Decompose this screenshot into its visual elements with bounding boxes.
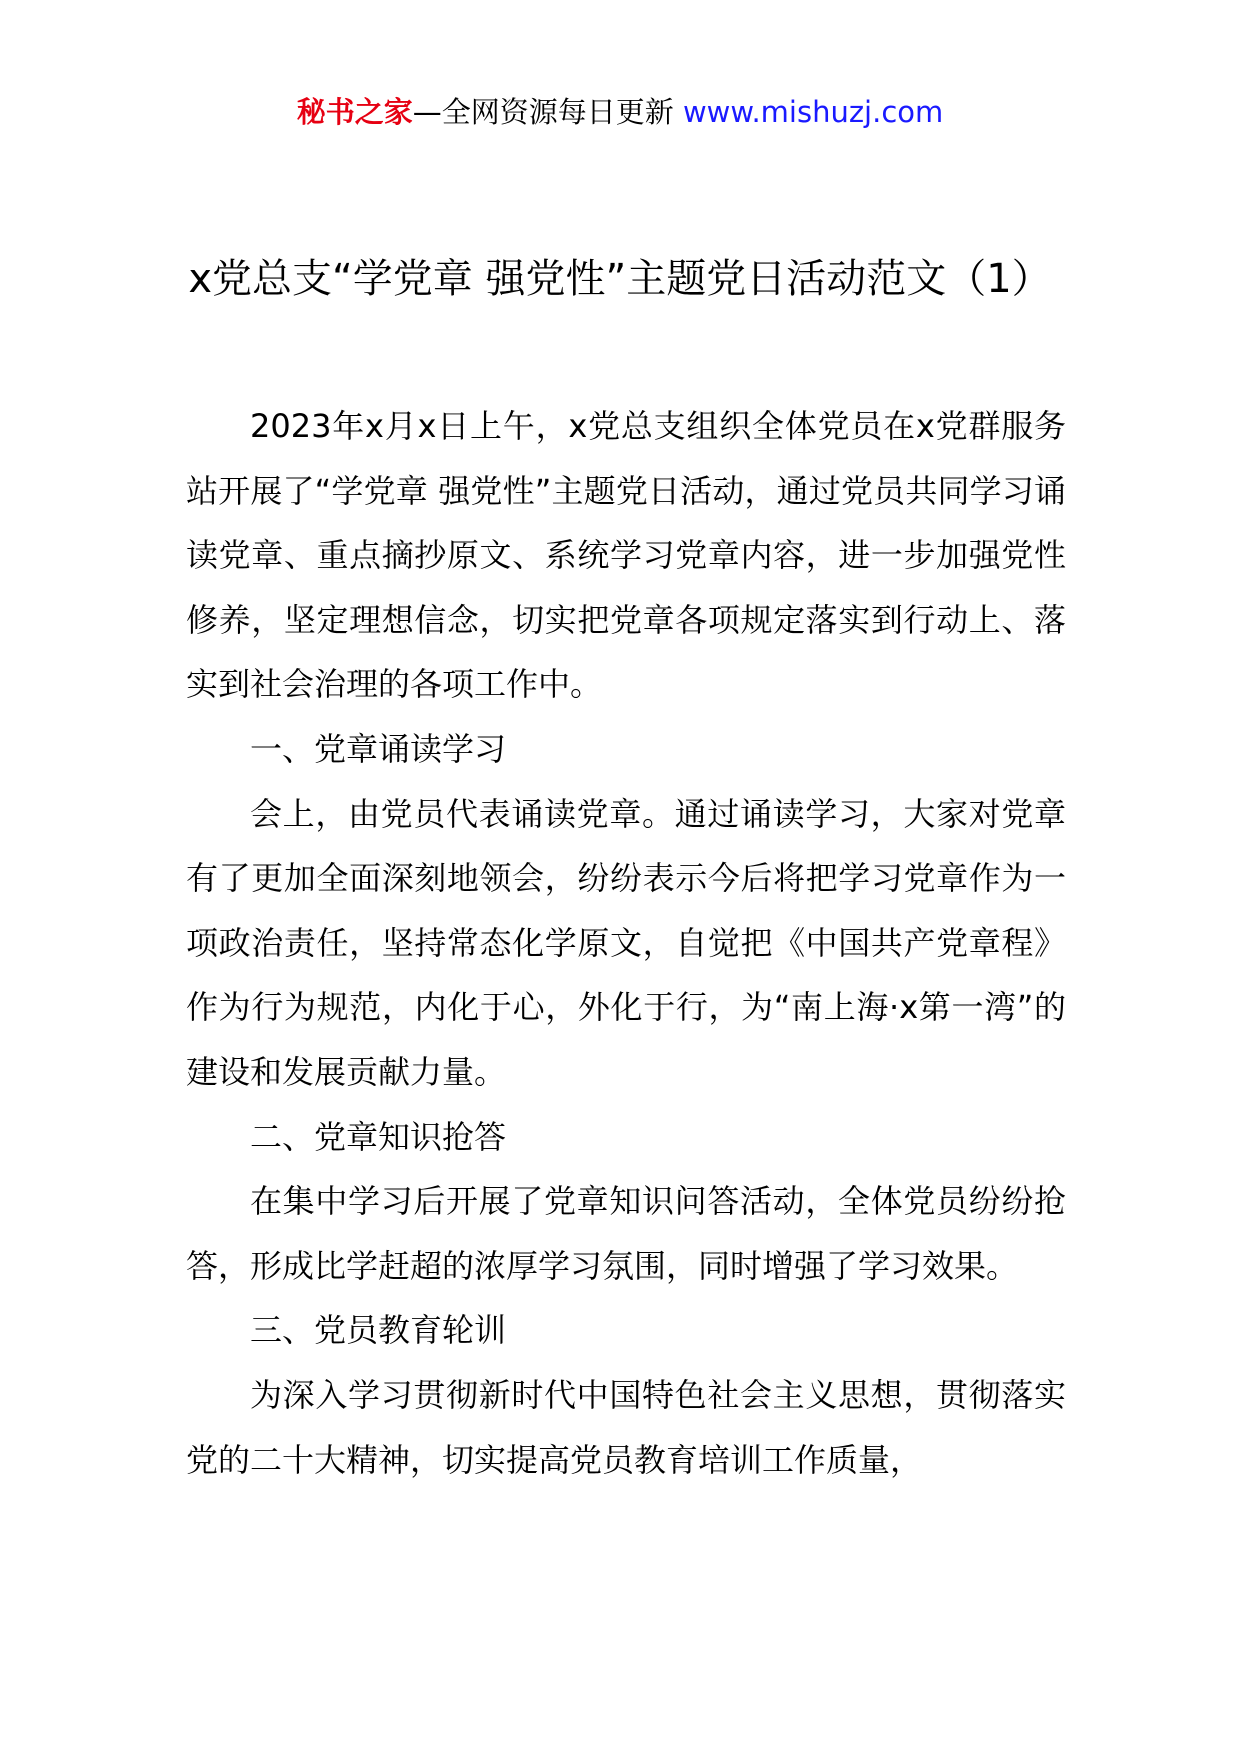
section-paragraph-1: 会上，由党员代表诵读党章。通过诵读学习，大家对党章有了更加全面深刻地领会，纷纷表示今后将把学习党章作为一项政治责任，坚持常态化学原文，自觉把《中国共产党章程》作为行为规范，内化于心，外化于行，为“南上海·x第一湾”的建设和发展贡献力量。 bbox=[186, 794, 1066, 1091]
site-url-link[interactable]: www.mishuzj.com bbox=[682, 95, 944, 129]
section-paragraph-3: 为深入学习贯彻新时代中国特色社会主义思想，贯彻落实党的二十大精神，切实提高党员教育培训工作质量， bbox=[186, 1375, 1066, 1479]
site-header bbox=[0, 92, 1240, 132]
document-body bbox=[186, 394, 1066, 1492]
header-slogan: —全网资源每日更新 bbox=[412, 95, 683, 129]
intro-paragraph: 2023年x月x日上午，x党总支组织全体党员在x党群服务站开展了“学党章 强党性”主题党日活动，通过党员共同学习诵读党章、重点摘抄原文、系统学习党章内容，进一步加强党性修养，坚定理想信念，切实把党章各项规定落实到行动上、落实到社会治理的各项工作中。 bbox=[186, 407, 1066, 704]
brand-name: 秘书之家 bbox=[296, 95, 413, 129]
section-heading-2: 二、党章知识抢答 bbox=[250, 1117, 507, 1156]
section-paragraph-2: 在集中学习后开展了党章知识问答活动，全体党员纷纷抢答，形成比学赶超的浓厚学习氛围，同时增强了学习效果。 bbox=[186, 1182, 1066, 1285]
document-title: x党总支“学党章 强党性”主题党日活动范文（1） bbox=[188, 256, 1052, 302]
section-heading-1: 一、党章诵读学习 bbox=[250, 729, 507, 768]
section-heading-3: 三、党员教育轮训 bbox=[250, 1311, 507, 1350]
